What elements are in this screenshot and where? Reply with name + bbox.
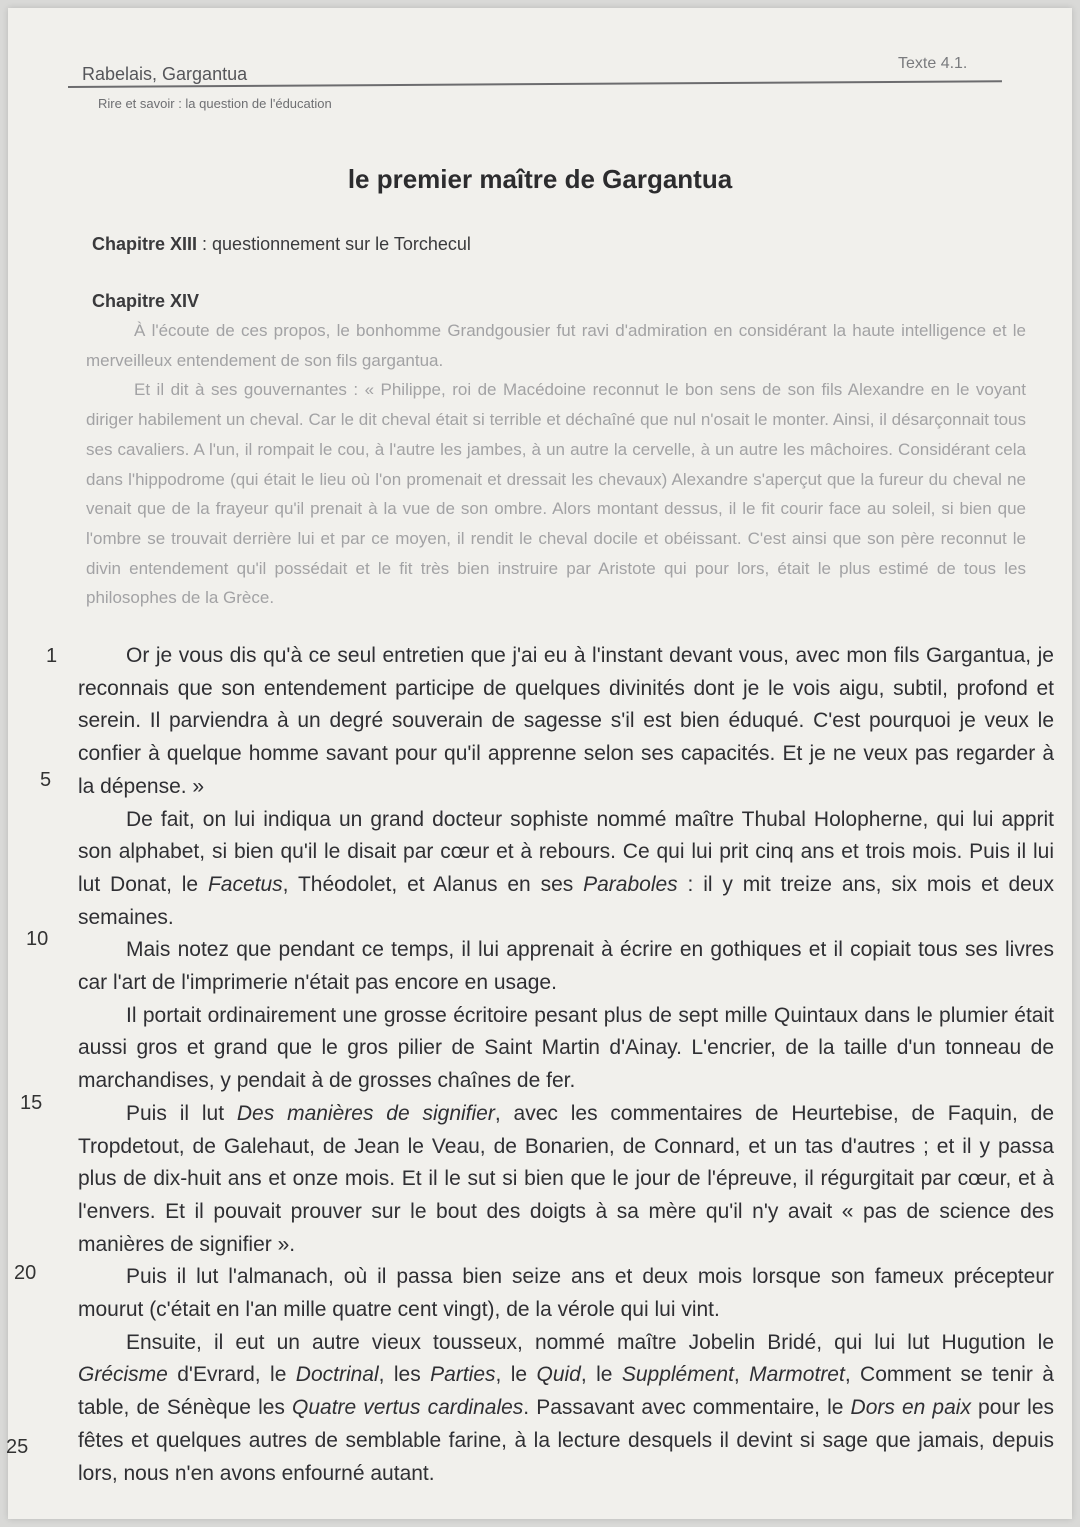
paragraph: Or je vous dis qu'à ce seul entretien que j'ai eu à l'instant devant vous, avec mon fils Gargantua, je reconnais que son entendement participe de quelques divinités dont je le vois aigu, subtil, profond et serein. Il parviendra à un degré souverain de sagesse s'il est bien éduqué. C'est pourquoi je veux le confier à quelque homme savant pour qu'il apprenne selon ses capacités. Et je ne veux pas regarder à la dépense. » xyxy=(78,644,1054,798)
faded-intro-text xyxy=(86,316,1026,613)
paragraph: Mais notez que pendant ce temps, il lui apprenait à écrire en gothiques et il copiait tous ses livres car l'art de l'imprimerie n'était pas encore en usage. xyxy=(78,938,1054,995)
header-text-number: Texte 4.1. xyxy=(898,55,968,72)
paragraph: De fait, on lui indiqua un grand docteur sophiste nommé maître Thubal Holopherne, qui lui apprit son alphabet, si bien qu'il le disait par cœur et à rebours. Ce qui lui prit cinq ans et trois mois. Puis il lui lut Donat, le Facetus, Théodolet, et Alanus en ses Paraboles : il y mit treize ans, six mois et deux semaines. xyxy=(78,807,1054,929)
line-number: 1 xyxy=(46,645,58,667)
header-author-title: Rabelais, Gargantua xyxy=(82,64,248,84)
line-number: 20 xyxy=(14,1262,37,1284)
faded-paragraph: Et il dit à ses gouvernantes : « Philippe, roi de Macédoine reconnut le bon sens de son fils Alexandre en le voyant diriger habilement un cheval. Car le dit cheval était si terrible et déchaîné que nul n'osait le monter. Ainsi, il désarçonnait tous ses cavaliers. A l'un, il rompait le cou, à l'autre les jambes, à un autre la cervelle, à un autre les mâchoires. Considérant cela dans l'hippodrome (qui était le lieu où l'on promenait et dressait les chevaux) Alexandre s'aperçut que la fureur du cheval ne venait que de la frayeur qu'il prenait à la vue de son ombre. Alors montant dessus, il le fit courir face au soleil, si bien que l'ombre se trouvait derrière lui et par ce moyen, il rendit le cheval docile et obéissant. C'est ainsi que son père reconnut le divin entendement qu'il possédait et le fit très bien instruire par Aristote qui pour lors, était le plus estimé de tous les philosophes de la Grèce. xyxy=(86,380,1026,608)
line-number: 25 xyxy=(6,1436,29,1458)
header-subtitle: Rire et savoir : la question de l'éducation xyxy=(98,96,332,111)
faded-paragraph: À l'écoute de ces propos, le bonhomme Grandgousier fut ravi d'admiration en considérant la haute intelligence et le merveilleux entendement de son fils gargantua. xyxy=(86,321,1026,370)
paragraph: Ensuite, il eut un autre vieux tousseux, nommé maître Jobelin Bridé, qui lui lut Hugution le Grécisme d'Evrard, le Doctrinal, les Parties, le Quid, le Supplément, Marmotret, Comment se tenir à table, de Sénèque les Quatre vertus cardinales. Passavant avec commentaire, le Dors en paix pour les fêtes et quelques autres de semblable farine, à la lecture desquels il devint si sage que jamais, depuis lors, nous n'en avons enfourné autant. xyxy=(78,1330,1055,1485)
line-number: 15 xyxy=(20,1092,43,1114)
chapter-13-label: Chapitre XIII xyxy=(92,234,198,254)
line-number: 10 xyxy=(26,928,49,950)
main-text xyxy=(58,640,1054,1490)
chapter-14-heading: Chapitre XIV xyxy=(92,291,200,311)
chapter-13-heading xyxy=(92,234,471,255)
paragraph: Puis il lut l'almanach, où il passa bien seize ans et deux mois lorsque son fameux précepteur mourut (c'était en l'an mille quatre cent vingt), de la vérole qui lui vint. xyxy=(78,1265,1054,1322)
page-title: le premier maître de Gargantua xyxy=(347,164,733,194)
paragraph: Il portait ordinairement une grosse écritoire pesant plus de sept mille Quintaux dans le plumier était aussi gros et grand que le gros pilier de Saint Martin d'Ainay. L'encrier, de la taille d'un tonneau de marchandises, y pendait à de grosses chaînes de fer. xyxy=(78,1003,1054,1093)
paragraph: Puis il lut Des manières de signifier, avec les commentaires de Heurtebise, de Faquin, de Tropdetout, de Galehaut, de Jean le Veau, de Bonarien, de Connard, et un tas d'autres ; et il y passa plus de dix-huit ans et onze mois. Et il le sut si bien que le jour de l'épreuve, il régurgitait par cœur, et à l'envers. Et il pouvait prouver sur le bout des doigts à sa mère qu'il n'y avait « pas de science des manières de signifier ». xyxy=(78,1101,1055,1256)
line-number: 5 xyxy=(40,769,52,791)
chapter-13-text: : questionnement sur le Torchecul xyxy=(197,234,471,254)
